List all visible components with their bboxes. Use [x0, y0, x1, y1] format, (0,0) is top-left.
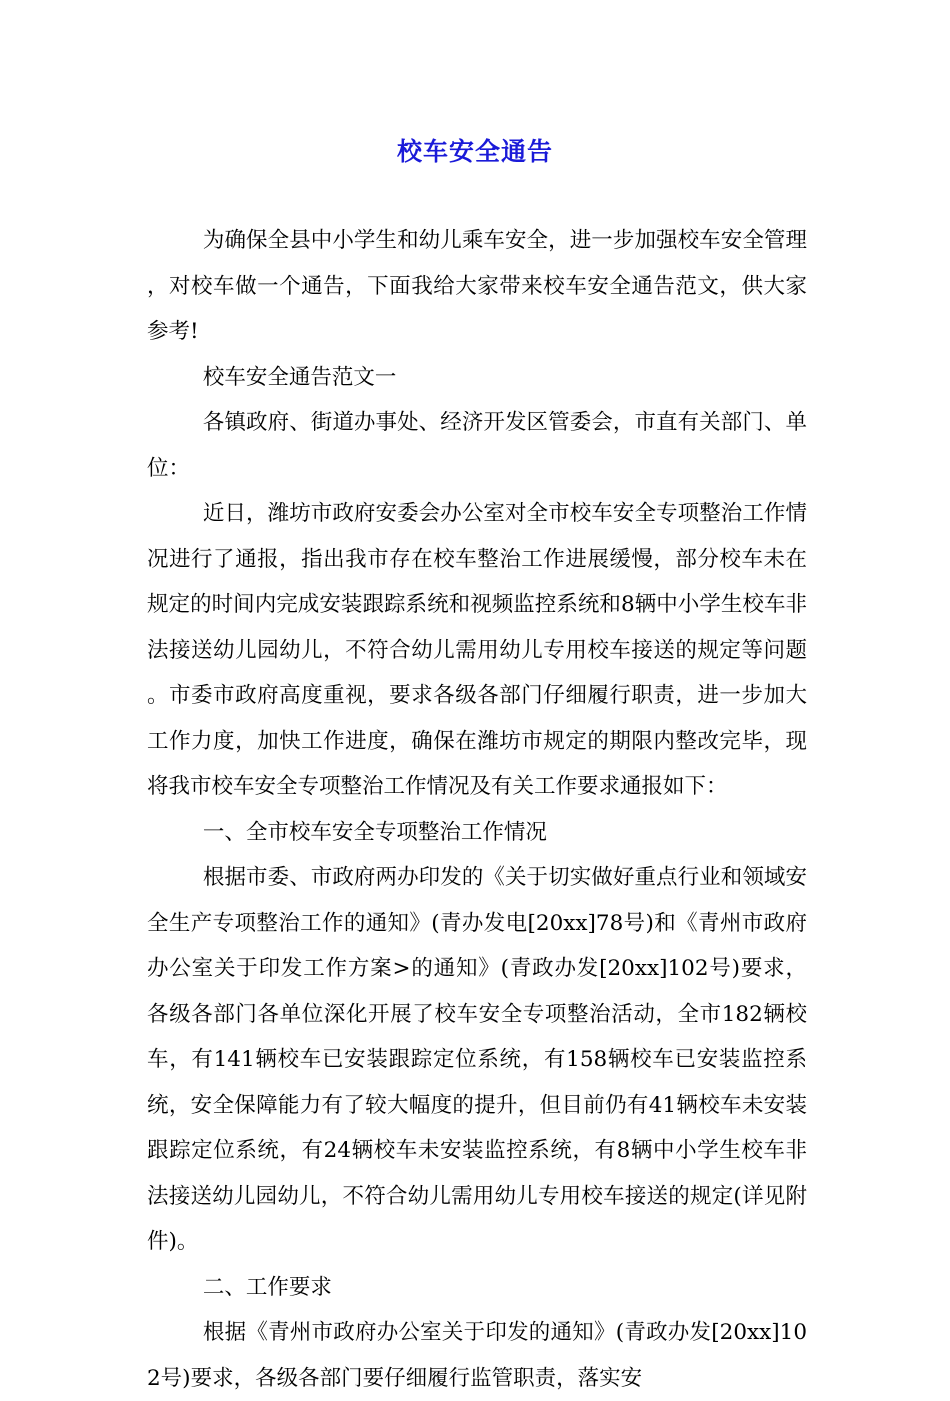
paragraph-intro: 为确保全县中小学生和幼儿乘车安全，进一步加强校车安全管理，对校车做一个通告，下面我给大家带来校车安全通告范文，供大家参考! — [147, 228, 807, 344]
paragraph-notice-body: 近日，潍坊市政府安委会办公室对全市校车安全专项整治工作情况进行了通报，指出我市存在校车整治工作进展缓慢，部分校车未在规定的时间内完成安装跟踪系统和视频监控系统和8辆中小学生校车非法接送幼儿园幼儿，不符合幼儿需用幼儿专用校车接送的规定等问题。市委市政府高度重视，要求各级各部门仔细履行职责，进一步加大工作力度，加快工作进度，确保在潍坊市规定的期限内整改完毕，现将我市校车安全专项整治工作情况及有关工作要求通报如下： — [147, 501, 807, 799]
paragraph-sample-heading: 校车安全通告范文一 — [202, 364, 397, 390]
paragraph-situation-detail: 根据市委、市政府两办印发的《关于切实做好重点行业和领域安全生产专项整治工作的通知》(青办发电[20xx]78号)和《青州市政府办公室关于印发工作方案>的通知》(青政办发[20xx]102号)要求，各级各部门各单位深化开展了校车安全专项整治活动，全市182辆校车，有141辆校车已安装跟踪定位系统，有158辆校车已安装监控系统，安全保障能力有了较大幅度的提升，但目前仍有41辆校车未安装跟踪定位系统，有24辆校车未安装监控系统，有8辆中小学生校车非法接送幼儿园幼儿，不符合幼儿需用幼儿专用校车接送的规定(详见附件)。 — [147, 865, 807, 1254]
paragraph-requirements-detail: 根据《青州市政府办公室关于印发的通知》(青政办发[20xx]102号)要求，各级各部门要仔细履行监管职责，落实安 — [147, 1320, 807, 1391]
paragraph-addressees: 各镇政府、街道办事处、经济开发区管委会，市直有关部门、单位： — [147, 410, 807, 481]
section-heading-situation: 一、全市校车安全专项整治工作情况 — [202, 819, 547, 845]
document-title: 校车安全通告 — [396, 137, 553, 166]
document-body — [147, 218, 807, 1401]
section-heading-requirements: 二、工作要求 — [202, 1274, 332, 1300]
